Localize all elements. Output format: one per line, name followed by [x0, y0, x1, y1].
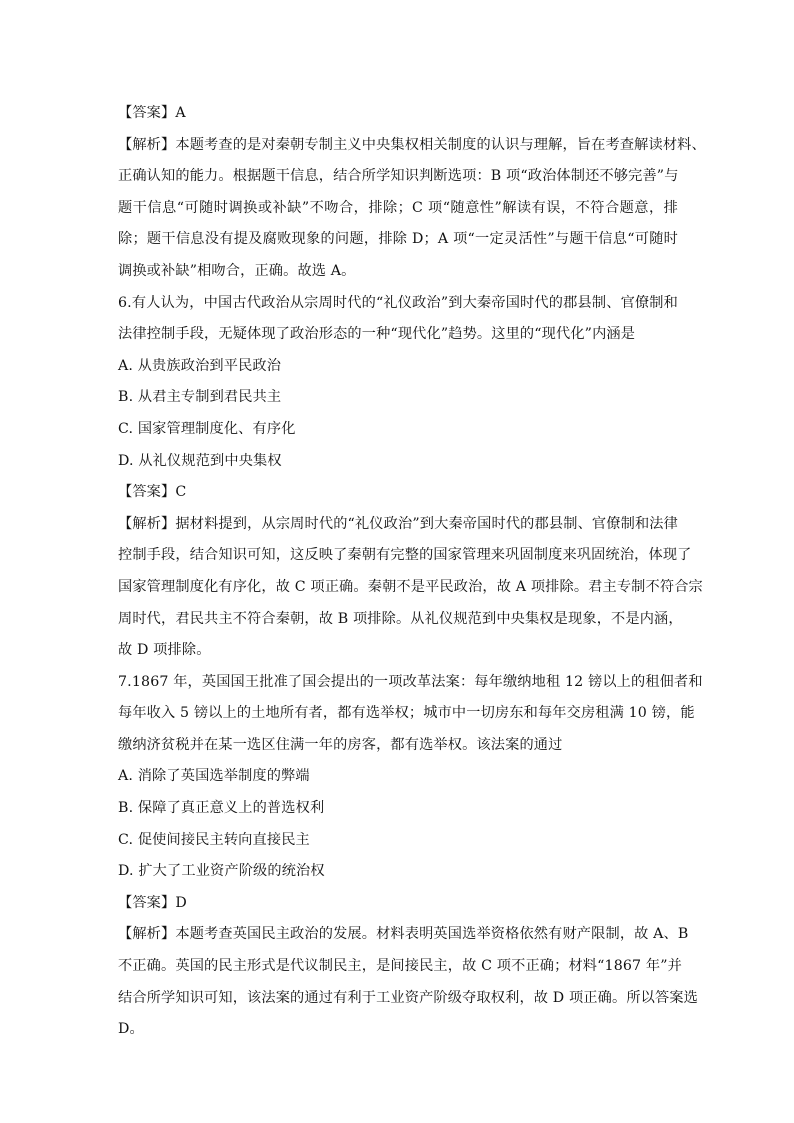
answer-label-q7: 【答案】D: [118, 894, 187, 911]
analysis-q6-line-4: 周时代，君民共主不符合秦朝，故 B 项排除。从礼仪规范到中央集权是现象，不是内涵，: [118, 610, 683, 627]
analysis-q6-line-5: 故 D 项排除。: [118, 642, 211, 659]
analysis-q6-line-2: 控制手段，结合知识可知，这反映了秦朝有完整的国家管理来巩固制度来巩固统治，体现了: [118, 547, 692, 564]
analysis-q7-line-1: 【解析】本题考查英国民主政治的发展。材料表明英国选举资格依然有财产限制，故 A、B: [118, 926, 689, 943]
question-7-stem-line-2: 每年收入 5 镑以上的土地所有者，都有选举权；城市中一切房东和每年交房租满 10 镑，能: [118, 705, 695, 722]
analysis-q5-line-3: 题干信息“可随时调换或补缺”不吻合，排除；C 项“随意性”解读有误，不符合题意，排: [118, 199, 678, 216]
analysis-q6-line-3: 国家管理制度化有序化，故 C 项正确。秦朝不是平民政治，故 A 项排除。君主专制不符合宗: [118, 578, 703, 595]
question-6-option-a: A. 从贵族政治到平民政治: [118, 357, 282, 374]
answer-label-q5: 【答案】A: [118, 105, 186, 121]
analysis-q5-line-1: 【解析】本题考查的是对秦朝专制主义中央集权相关制度的认识与理解，旨在考查解读材料、: [118, 136, 706, 153]
question-6-option-c: C. 国家管理制度化、有序化: [118, 420, 296, 437]
question-7-option-c: C. 促使间接民主转向直接民主: [118, 831, 310, 848]
analysis-q7-line-2: 不正确。英国的民主形式是代议制民主，是间接民主，故 C 项不正确；材料“1867 年”并: [118, 958, 682, 975]
analysis-q7-line-3: 结合所学知识可知，该法案的通过有利于工业资产阶级夺取权利，故 D 项正确。所以答案选: [118, 989, 699, 1006]
document-content: [118, 98, 706, 1046]
analysis-q7-line-4: D。: [118, 1021, 144, 1038]
question-7-option-b: B. 保障了真正意义上的普选权利: [118, 800, 325, 817]
analysis-q5-line-5: 调换或补缺”相吻合，正确。故选 A。: [118, 262, 356, 279]
question-7-stem-line-1: 7.1867 年，英国国王批准了国会提出的一项改革法案：每年缴纳地租 12 镑以上的租佃者和: [118, 673, 703, 690]
question-7-stem-line-3: 缴纳济贫税并在某一选区住满一年的房客，都有选举权。该法案的通过: [118, 736, 563, 753]
analysis-q6-line-1: 【解析】据材料提到，从宗周时代的“礼仪政治”到大秦帝国时代的郡县制、官僚制和法律: [118, 515, 678, 532]
question-6-stem-line-1: 6.有人认为，中国古代政治从宗周时代的“礼仪政治”到大秦帝国时代的郡县制、官僚制和: [118, 294, 678, 311]
question-6-option-d: D. 从礼仪规范到中央集权: [118, 452, 282, 469]
question-6-stem-line-2: 法律控制手段，无疑体现了政治形态的一种“现代化”趋势。这里的“现代化”内涵是: [118, 326, 636, 343]
analysis-q5-line-2: 正确认知的能力。根据题干信息，结合所学知识判断选项：B 项“政治体制还不够完善”与: [118, 168, 679, 185]
question-6-option-b: B. 从君主专制到君民共主: [118, 389, 282, 406]
analysis-q5-line-4: 除；题干信息没有提及腐败现象的问题，排除 D；A 项“一定灵活性”与题干信息“可随时: [118, 231, 678, 248]
question-7-option-a: A. 消除了英国选举制度的弊端: [118, 768, 310, 785]
question-7-option-d: D. 扩大了工业资产阶级的统治权: [118, 863, 325, 880]
answer-label-q6: 【答案】C: [118, 484, 187, 501]
